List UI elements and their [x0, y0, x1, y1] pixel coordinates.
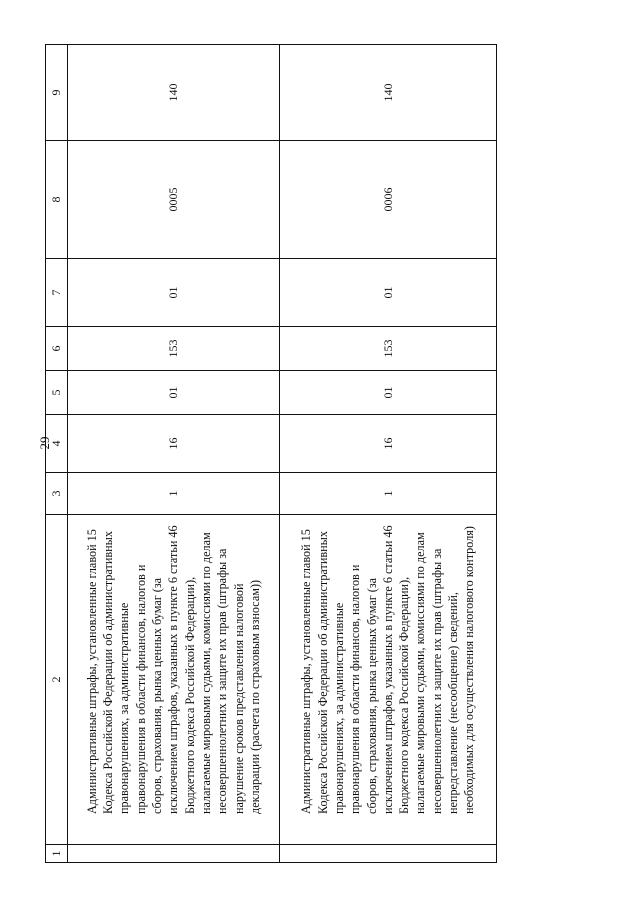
header-cell-5: 5: [46, 371, 68, 415]
row-2-col-1: [280, 845, 497, 863]
header-cell-7: 7: [46, 259, 68, 327]
table: [45, 44, 497, 863]
header-cell-8: 8: [46, 141, 68, 259]
row-2-col-8: 0006: [280, 141, 497, 259]
header-cell-3: 3: [46, 473, 68, 515]
header-cell-2: 2: [46, 515, 68, 845]
header-row: [46, 45, 68, 863]
row-1-col-3: 1: [68, 473, 280, 515]
row-2-col-7: 01: [280, 259, 497, 327]
header-cell-4: 4: [46, 415, 68, 473]
row-2-col-6: 153: [280, 327, 497, 371]
row-2-col-9: 140: [280, 45, 497, 141]
row-1-col-4: 16: [68, 415, 280, 473]
row-1-col-5: 01: [68, 371, 280, 415]
row-1-col-1: [68, 845, 280, 863]
header-cell-6: 6: [46, 327, 68, 371]
row-2-col-4: 16: [280, 415, 497, 473]
header-cell-1: 1: [46, 845, 68, 863]
row-2-col-3: 1: [280, 473, 497, 515]
rotated-table-canvas: [45, 45, 479, 863]
row-2-col-5: 01: [280, 371, 497, 415]
budget-classification-table: [45, 45, 479, 863]
table-row: [280, 45, 497, 863]
row-1-col-8: 0005: [68, 141, 280, 259]
row-1-description: Административные штрафы, установленные главой 15 Кодекса Российской Федерации об административных правонарушениях, за административные правонарушения в области финансов, налогов и сборов, страхования, рынка ценных бумаг (за исключением штрафов, указанных в пункте 6 статьи 46 Бюджетного кодекса Российской Федерации), налагаемые мировыми судьями, комиссиями по делам несовершеннолетних и защите их прав (штрафы за нарушение сроков представления налоговой декларации (расчета по страховым взносам)): [68, 515, 280, 845]
header-cell-9: 9: [46, 45, 68, 141]
page-number: 29: [37, 436, 52, 450]
row-2-description: Административные штрафы, установленные главой 15 Кодекса Российской Федерации об административных правонарушениях, за административные правонарушения в области финансов, налогов и сборов, страхования, рынка ценных бумаг (за исключением штрафов, указанных в пункте 6 статьи 46 Бюджетного кодекса Российской Федерации), налагаемые мировыми судьями, комиссиями по делам несовершеннолетних и защите их прав (штрафы за непредставление (несообщение) сведений, необходимых для осуществления налогового контроля): [280, 515, 497, 845]
row-1-col-9: 140: [68, 45, 280, 141]
row-1-col-6: 153: [68, 327, 280, 371]
table-row: [68, 45, 280, 863]
row-1-col-7: 01: [68, 259, 280, 327]
